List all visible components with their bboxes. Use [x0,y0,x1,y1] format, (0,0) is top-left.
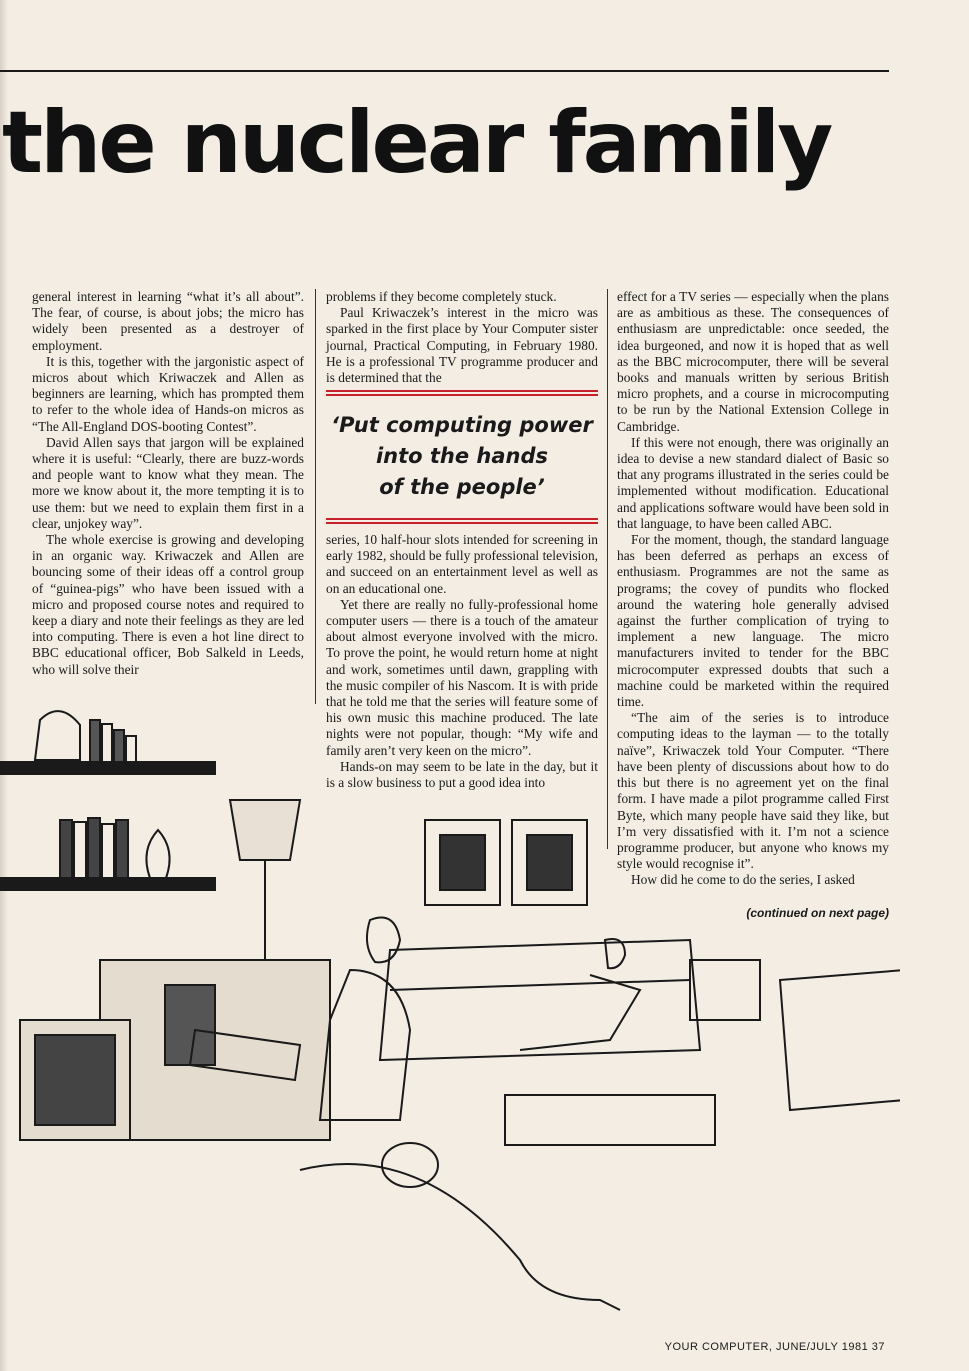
pull-quote [326,410,598,503]
shelf [0,762,215,774]
paragraph: How did he come to do the series, I asked [631,872,855,888]
paragraph: problems if they become completely stuck. [326,289,557,304]
woman-head [382,1143,438,1187]
shelf [0,878,215,890]
living-room-illustration [0,700,900,1340]
bird-ornament [35,711,80,760]
coffee-table [505,1095,715,1145]
paragraph: Paul Kriwaczek’s interest in the micro was sparked in the first place by Your Computer sister journal, Practical Computing, in February 1980. He is a professional TV programme producer and is determined that the [326,305,598,386]
column-2-top [326,289,598,386]
paragraph: general interest in learning “what it’s all about”. The fear, of course, is about jobs; the micro has widely been presented as a destroyer of employment. [32,289,304,353]
man-body [320,970,410,1120]
continued-note: (continued on next page) [746,906,889,920]
pull-quote-line: into the hands [375,444,549,468]
top-rule [0,70,889,72]
column-divider [315,289,316,704]
paragraph: If this were not enough, there was originally an idea to devise a new standard dialect of Basic so that any programs illustrated in the series could be implemented without modification. Educational and applications software would have been sold in that language, to have been called ABC. [617,434,889,531]
pull-quote-line: of the people’ [379,475,545,499]
paragraph: It is this, together with the jargonistic aspect of micros about which Kriwaczek and Allen as beginners are learning, which has prompted them to refer to the whole idea of Hands-on micros as “The All-England DOS-booting Contest”. [32,353,304,434]
man-head [367,918,400,963]
page-footer: YOUR COMPUTER, JUNE/JULY 1981 37 [664,1341,885,1353]
cassette-deck [165,985,215,1065]
paragraph: David Allen says that jargon will be explained where it is useful: “Clearly, there are buzz-words and people want to know what they mean. The more we know about it, the more tempting it is to use them: but we need to explain them first in a clear, unjokey way”. [32,434,304,531]
paragraph: Hands-on may seem to be late in the day, but it is a slow business to put a good idea into [326,758,598,791]
pull-quote-rule-bottom [326,518,598,524]
vase [146,830,169,878]
lying-person [300,1164,620,1310]
armchair [780,970,900,1110]
pull-quote-line: ‘Put computing power [331,413,593,437]
books [60,720,136,878]
paragraph: For the moment, though, the standard language has been deferred as perhaps an excess of enthusiasm. Programmes are not the same as programs; the covey of pundits who flocked around the watering hole generally advised against the further complication of trying to implement a new language. The micro manufacturers invited to tender for the BBC microcomputer expressed doubts that such a machine could be marketed within the required time. [617,532,889,710]
column-1 [32,289,304,678]
paragraph: series, 10 half-hour slots intended for screening in early 1982, should be fully professional television, and succeed on an entertainment level as well as on an educational one. [326,532,598,596]
paragraph: Yet there are really no fully-professional home computer users — there is a touch of the amateur about almost everyone involved with the micro. To prove the point, he would return home at night and work, sometimes until dawn, grappling with the music compiler of his Nascom. It is with pride that he told me that the series will feature some of his own music this machine produced. The late nights were not popular, though: “My wife and family aren’t very keen on the micro”. [326,596,598,758]
pull-quote-rule-top [326,390,598,396]
paragraph: “The aim of the series is to introduce computing ideas to the layman — to the totally naïve”, Kriwaczek told Your Computer. “There have been plenty of discussions about how to do this but there is no agreement yet on the final form. I have made a pilot programme called First Byte, which many people have said they like, but I’m very dissatisfied with it. I’m not a science programme producer, but anyone who knows my style would recognise it”. [617,710,889,872]
paragraph: The whole exercise is growing and developing in an organic way. Kriwaczek and Allen are bouncing some of their ideas off a control group of “guinea-pigs” who have been issued with a micro and proposed course notes and required to keep a diary and note their feelings as they are led into computing. There is even a hot line direct to BBC educational officer, Bob Salkeld in Leeds, who will solve their [32,532,304,677]
sofa [380,940,700,1060]
paragraph: effect for a TV series — especially when the plans are as ambitious as these. The consequences of enthusiasm are unpredictable: once seeded, the idea burgeoned, and now it is hoped that as well as the BBC microcomputer, there will be several books and manuals written by serious British micro prophets, and a course in microcomputing to be run by the National Extension College in Cambridge. [617,289,889,434]
headline: the nuclear family [2,93,831,193]
lamp-shade [230,800,300,860]
side-table [690,960,760,1020]
